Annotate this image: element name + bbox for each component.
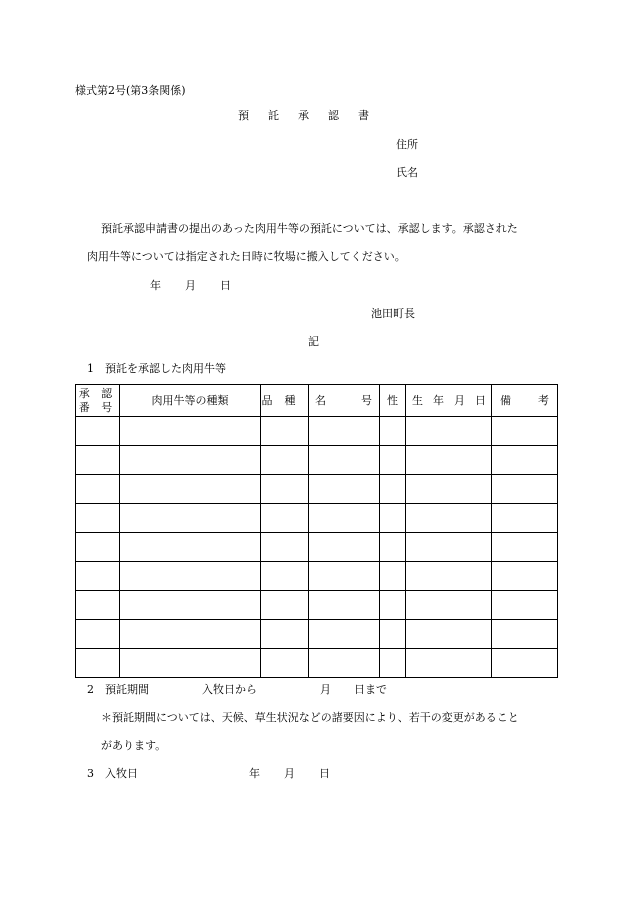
table-cell xyxy=(309,446,380,475)
table-cell xyxy=(380,446,406,475)
table-cell xyxy=(309,649,380,678)
table-row xyxy=(76,562,558,591)
table-cell xyxy=(261,591,309,620)
table-cell xyxy=(492,620,558,649)
ki-heading: 記 xyxy=(308,335,319,348)
table-cell xyxy=(120,446,261,475)
header-cattle-type: 肉用牛等の種類 xyxy=(120,385,261,417)
table-cell xyxy=(120,562,261,591)
table-cell xyxy=(406,649,492,678)
table-cell xyxy=(120,475,261,504)
table-cell xyxy=(309,533,380,562)
header-approval-number: 承 認 番 号 xyxy=(76,385,120,417)
table-cell xyxy=(406,475,492,504)
table-row xyxy=(76,591,558,620)
table-cell xyxy=(76,591,120,620)
table-cell xyxy=(492,591,558,620)
table-cell xyxy=(406,620,492,649)
header-name-number: 名 号 xyxy=(309,385,380,417)
table-cell xyxy=(261,417,309,446)
document-title: 預託承認書 xyxy=(238,109,388,122)
table-cell xyxy=(309,591,380,620)
table-cell xyxy=(120,417,261,446)
date-day-label: 日 xyxy=(220,279,231,292)
table-row xyxy=(76,620,558,649)
table-cell xyxy=(380,620,406,649)
table-row xyxy=(76,446,558,475)
table-cell xyxy=(76,446,120,475)
section-1-heading: 1 預託を承認した肉用牛等 xyxy=(87,362,226,375)
table-row xyxy=(76,475,558,504)
table-row xyxy=(76,649,558,678)
table-cell xyxy=(380,504,406,533)
table-header-row xyxy=(76,385,558,417)
table-cell xyxy=(309,504,380,533)
table-cell xyxy=(120,591,261,620)
table-cell xyxy=(261,475,309,504)
section-3-year: 年 xyxy=(249,767,260,780)
body-text-line-2: 肉用牛等については指定された日時に牧場に搬入してください。 xyxy=(87,250,406,263)
table-cell xyxy=(261,533,309,562)
table-cell xyxy=(309,417,380,446)
section-2-month: 月 xyxy=(320,683,331,696)
table-cell xyxy=(261,620,309,649)
table-cell xyxy=(76,620,120,649)
note-line-2: があります。 xyxy=(101,739,167,752)
table-cell xyxy=(492,446,558,475)
table-cell xyxy=(406,504,492,533)
section-2-until: 日まで xyxy=(354,683,387,696)
table-cell xyxy=(406,533,492,562)
table-cell xyxy=(380,562,406,591)
section-3-month: 月 xyxy=(284,767,295,780)
table-row xyxy=(76,417,558,446)
table-cell xyxy=(492,562,558,591)
table-cell xyxy=(406,562,492,591)
table-cell xyxy=(492,533,558,562)
table-cell xyxy=(492,504,558,533)
header-sex: 性 xyxy=(380,385,406,417)
approved-cattle-table xyxy=(75,384,558,678)
table-cell xyxy=(120,533,261,562)
table-cell xyxy=(380,475,406,504)
table-cell xyxy=(406,591,492,620)
table-cell xyxy=(380,533,406,562)
table-cell xyxy=(492,417,558,446)
table-cell xyxy=(261,562,309,591)
section-2-from: 入牧日から xyxy=(202,683,257,696)
table-cell xyxy=(309,620,380,649)
table-cell xyxy=(261,446,309,475)
header-remarks: 備 考 xyxy=(492,385,558,417)
note-line-1: ＊預託期間については、天候、草生状況などの諸要因により、若干の変更があること xyxy=(101,711,519,724)
table-cell xyxy=(309,475,380,504)
section-2-label: 2 預託期間 xyxy=(87,683,149,696)
mayor-title: 池田町長 xyxy=(371,307,415,320)
table-cell xyxy=(406,417,492,446)
table-cell xyxy=(261,649,309,678)
table-cell xyxy=(76,649,120,678)
table-cell xyxy=(492,475,558,504)
table-cell xyxy=(261,504,309,533)
address-label: 住所 xyxy=(396,138,418,151)
section-3-label: 3 入牧日 xyxy=(87,767,138,780)
table-cell xyxy=(406,446,492,475)
table-row xyxy=(76,533,558,562)
table-cell xyxy=(492,649,558,678)
table-cell xyxy=(76,504,120,533)
table-row xyxy=(76,504,558,533)
table-cell xyxy=(120,649,261,678)
table-cell xyxy=(76,417,120,446)
date-year-label: 年 xyxy=(150,279,161,292)
body-text-line-1: 預託承認申請書の提出のあった肉用牛等の預託については、承認します。承認された xyxy=(101,222,518,235)
name-label: 氏名 xyxy=(396,166,418,179)
table-cell xyxy=(120,620,261,649)
table-cell xyxy=(380,591,406,620)
header-birth-date: 生 年 月 日 xyxy=(406,385,492,417)
table-cell xyxy=(120,504,261,533)
header-breed: 品 種 xyxy=(261,385,309,417)
date-month-label: 月 xyxy=(185,279,196,292)
table-cell xyxy=(76,562,120,591)
table-cell xyxy=(380,649,406,678)
form-number: 様式第2号(第3条関係) xyxy=(75,84,186,97)
table-cell xyxy=(76,533,120,562)
table-body xyxy=(76,417,558,678)
table-cell xyxy=(76,475,120,504)
table-cell xyxy=(309,562,380,591)
section-3-day: 日 xyxy=(319,767,330,780)
table-cell xyxy=(380,417,406,446)
